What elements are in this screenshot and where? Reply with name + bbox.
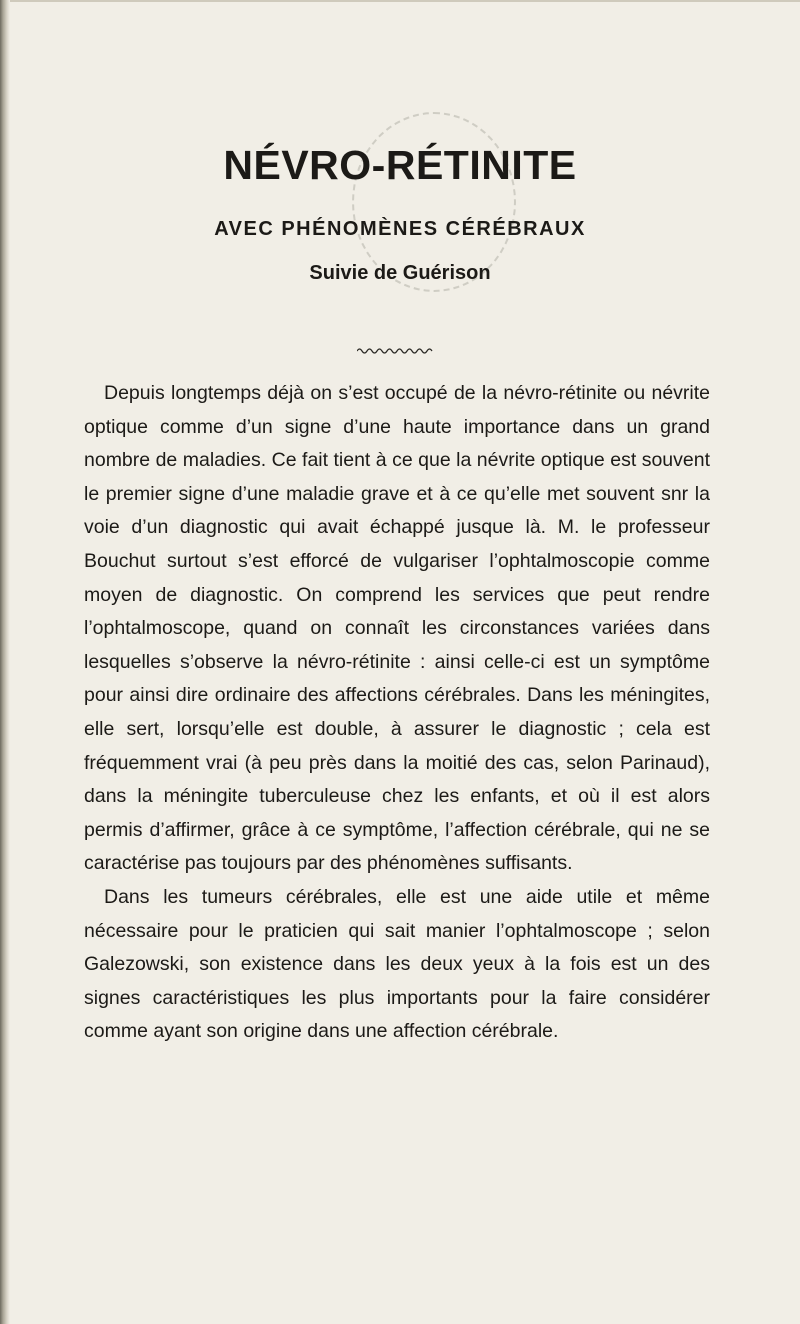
paragraph: Dans les tumeurs cérébrales, elle est une aide utile et même nécessaire pour le praticien qui sait manier l’ophtalmoscope ; selon Galezowski, son existence dans les deux yeux à la fois est un des signes caractéristiques les plus importants pour la faire considérer comme ayant son origine dans une affection cérébrale. [84, 885, 710, 1043]
page-subtitle: AVEC PHÉNOMÈNES CÉRÉBRAUX [214, 218, 586, 240]
body-text [84, 377, 710, 1049]
wave-ornament [357, 346, 433, 356]
page-title: NÉVRO-RÉTINITE [223, 142, 577, 188]
paragraph: Depuis longtemps déjà on s’est occupé de la névro-rétinite ou névrite optique comme d’un signe d’une haute importance dans un grand nombre de maladies. Ce fait tient à ce que la névrite optique est souvent le premier signe d’une maladie grave et à ce qu’elle met souvent snr la voie d’un diagnostic qui avait échappé jusque là. M. le professeur Bouchut surtout s’est efforcé de vulgariser l’ophtalmoscopie comme moyen de diagnostic. On comprend les services que peut rendre l’ophtalmoscope, quand on connaît les circonstances variées dans lesquelles s’observe la névro-rétinite : ainsi celle-ci est un symptôme pour ainsi dire ordinaire des affections cérébrales. Dans les méningites, elle sert, lorsqu’elle est double, à assurer le diagnostic ; cela est fréquemment vrai (à peu près dans la moitié des cas, selon Parinaud), dans la méningite tuberculeuse chez les enfants, et où il est alors permis d’affirmer, grâce à ce symptôme, l’affection cérébrale, qui ne se caractérise pas toujours par des phénomènes suffisants. [84, 382, 710, 875]
page-top-edge [10, 0, 800, 2]
page-subtitle-secondary: Suivie de Guérison [309, 262, 491, 284]
page-binding-edge [0, 0, 10, 1324]
